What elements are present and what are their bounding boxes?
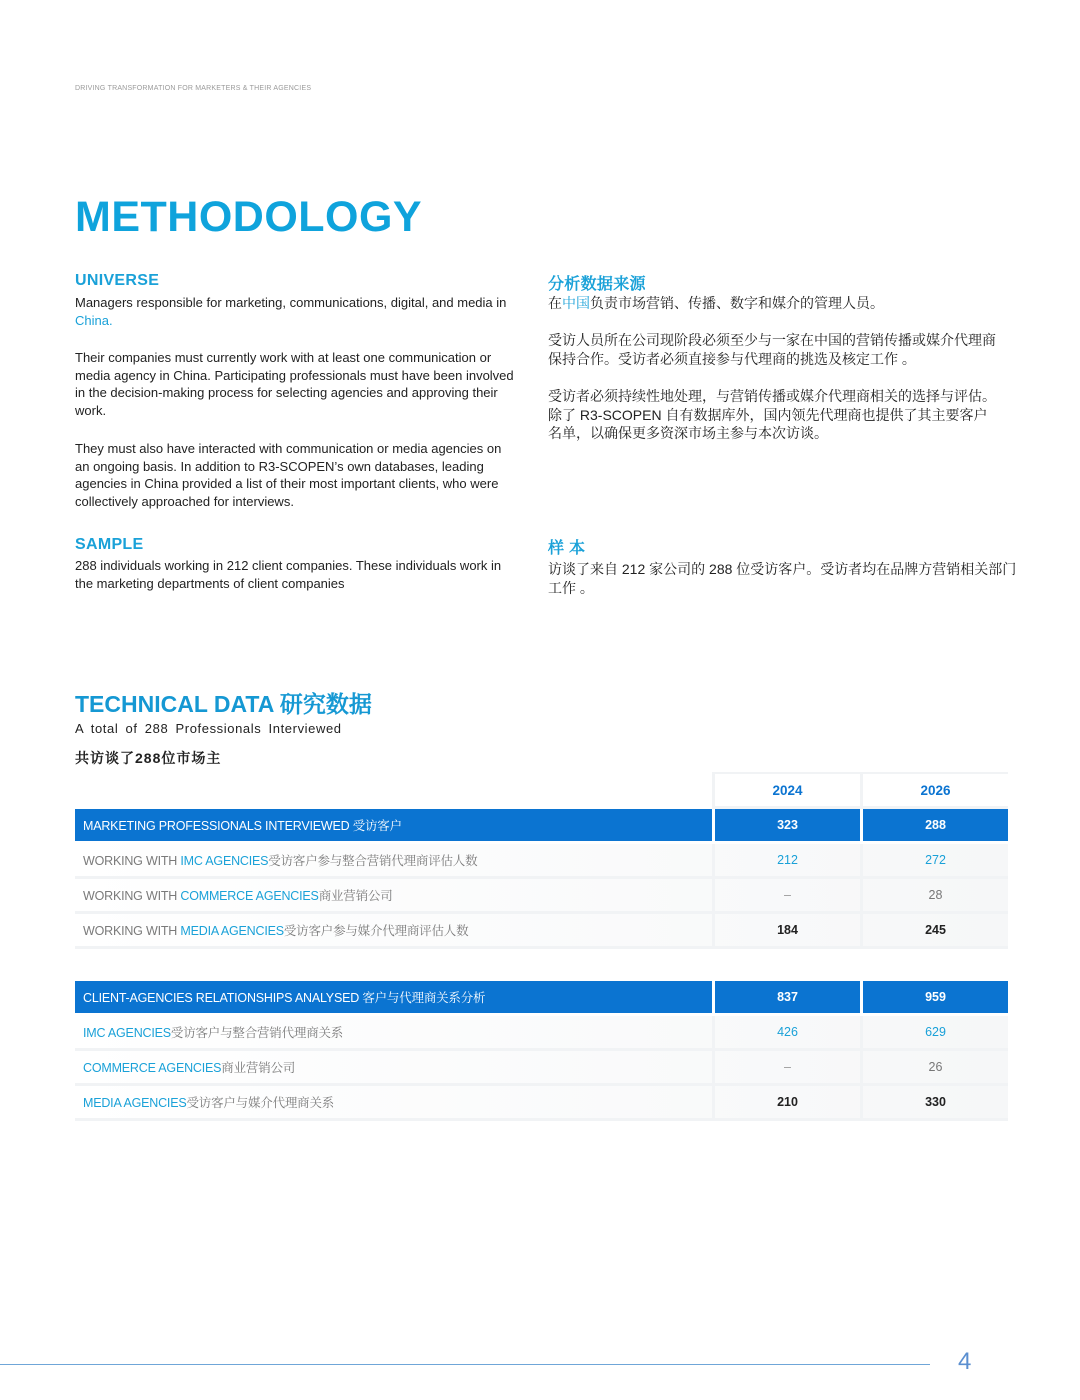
- marketing-professionals-table: [75, 772, 1008, 949]
- year-header-row: [75, 772, 1008, 809]
- technical-data-subtitle-cn: 共访谈了288位市场主: [75, 750, 222, 766]
- table-row: [75, 844, 1008, 879]
- row-value-2024: 426: [712, 1016, 860, 1051]
- page-title: METHODOLOGY: [75, 193, 423, 241]
- row-value-2026: 245: [860, 914, 1008, 949]
- row-label: [75, 844, 712, 879]
- year-header-spacer: [75, 772, 712, 809]
- table-header-value-2026: 959: [860, 981, 1008, 1016]
- table-row: [75, 879, 1008, 914]
- row-label-prefix: WORKING WITH: [83, 889, 181, 903]
- sample-cn-text: 访谈了来自 212 家公司的 288 位受访客户。受访者均在品牌方营销相关部门工作 。: [548, 561, 1017, 596]
- row-label-cn: 商业营销公司: [221, 1061, 296, 1075]
- universe-cn-paragraph-1: [548, 294, 1028, 313]
- universe-cn-paragraph-3: 受访者必须持续性地处理，与营销传播或媒介代理商相关的选择与评估。除了 R3-SCOPEN 自有数据库外，国内领先代理商也提供了其主要客户名单，以确保更多资深市场主参与本次访谈。: [548, 388, 996, 442]
- universe-heading: UNIVERSE: [75, 272, 160, 289]
- row-value-2026: 26: [860, 1051, 1008, 1086]
- table-header-label: MARKETING PROFESSIONALS INTERVIEWED 受访客户: [75, 809, 712, 844]
- table-row: [75, 1086, 1008, 1121]
- row-label-cn: 受访客户与媒介代理商关系: [186, 1096, 335, 1110]
- universe-cn-p1-a: 在: [548, 295, 562, 311]
- row-label-cn: 商业营销公司: [318, 889, 393, 903]
- row-value-2026: 330: [860, 1086, 1008, 1121]
- row-value-2026: 28: [860, 879, 1008, 914]
- row-value-2024: –: [712, 879, 860, 914]
- row-value-2026: 629: [860, 1016, 1008, 1051]
- row-label-highlight: IMC AGENCIES: [83, 1026, 171, 1040]
- row-label-highlight: COMMERCE AGENCIES: [180, 889, 319, 903]
- page-number: 4: [958, 1348, 972, 1375]
- row-label: [75, 1051, 712, 1086]
- universe-paragraph-2: Their companies must currently work with at least one communication or media agency in China. Participating professionals must have been involved in the decision-making process for selecting agencies and approving their work.: [75, 350, 514, 418]
- table-header-row: [75, 981, 1008, 1016]
- row-label: [75, 914, 712, 949]
- row-label-cn: 受访客户参与媒介代理商评估人数: [283, 924, 469, 938]
- row-value-2024: 210: [712, 1086, 860, 1121]
- table-row: [75, 1016, 1008, 1051]
- row-label-highlight: COMMERCE AGENCIES: [83, 1061, 222, 1075]
- technical-data-title: TECHNICAL DATA 研究数据: [75, 691, 372, 717]
- row-value-2024: 184: [712, 914, 860, 949]
- row-label-cn: 受访客户参与整合营销代理商评估人数: [268, 854, 478, 868]
- year-2026-header: 2026: [860, 772, 1008, 809]
- universe-cn-p1-b: 负责市场营销、传播、数字和媒介的管理人员。: [590, 295, 884, 311]
- universe-paragraph-3: They must also have interacted with communication or media agencies on an ongoing basis. In addition to R3-SCOPEN’s own databases, leading agencies in China provided a list of their most important clients, who were collectively approached for interviews.: [75, 441, 502, 509]
- universe-cn-heading: 分析数据来源: [548, 276, 646, 293]
- row-value-2024: 212: [712, 844, 860, 879]
- footer-divider: [0, 1364, 930, 1365]
- china-highlight: China.: [75, 312, 113, 328]
- table-header-row: [75, 809, 1008, 844]
- row-label: [75, 1016, 712, 1051]
- row-label: [75, 1086, 712, 1121]
- sample-text: 288 individuals working in 212 client companies. These individuals work in the marketing departments of client companies: [75, 558, 502, 591]
- universe-p1-text: Managers responsible for marketing, communications, digital, and media in: [75, 295, 507, 310]
- year-2024-header: 2024: [712, 772, 860, 809]
- sample-heading: SAMPLE: [75, 536, 144, 553]
- row-label-highlight: IMC AGENCIES: [180, 854, 269, 868]
- table-row: [75, 1051, 1008, 1086]
- row-label-highlight: MEDIA AGENCIES: [180, 924, 284, 938]
- universe-paragraph-1: [75, 294, 515, 329]
- universe-cn-paragraph-2: 受访人员所在公司现阶段必须至少与一家在中国的营销传播或媒介代理商保持合作。受访者必须直接参与代理商的挑选及核定工作 。: [548, 332, 996, 367]
- technical-data-subtitle: A total of 288 Professionals Interviewed: [75, 721, 342, 736]
- page-tagline: DRIVING TRANSFORMATION FOR MARKETERS & THEIR AGENCIES: [75, 85, 312, 92]
- row-label-highlight: MEDIA AGENCIES: [83, 1096, 187, 1110]
- row-label-cn: 受访客户与整合营销代理商关系: [170, 1026, 344, 1040]
- row-value-2026: 272: [860, 844, 1008, 879]
- row-label-prefix: WORKING WITH: [83, 924, 181, 938]
- table-header-value-2024: 323: [712, 809, 860, 844]
- sample-cn-heading: 样 本: [548, 540, 586, 557]
- client-agencies-table: [75, 981, 1008, 1121]
- table-header-value-2024: 837: [712, 981, 860, 1016]
- table-header-value-2026: 288: [860, 809, 1008, 844]
- china-cn-highlight: 中国: [562, 295, 590, 311]
- row-label: [75, 879, 712, 914]
- row-label-prefix: WORKING WITH: [83, 854, 181, 868]
- table-header-label: CLIENT-AGENCIES RELATIONSHIPS ANALYSED 客户与代理商关系分析: [75, 981, 712, 1016]
- table-row: [75, 914, 1008, 949]
- row-value-2024: –: [712, 1051, 860, 1086]
